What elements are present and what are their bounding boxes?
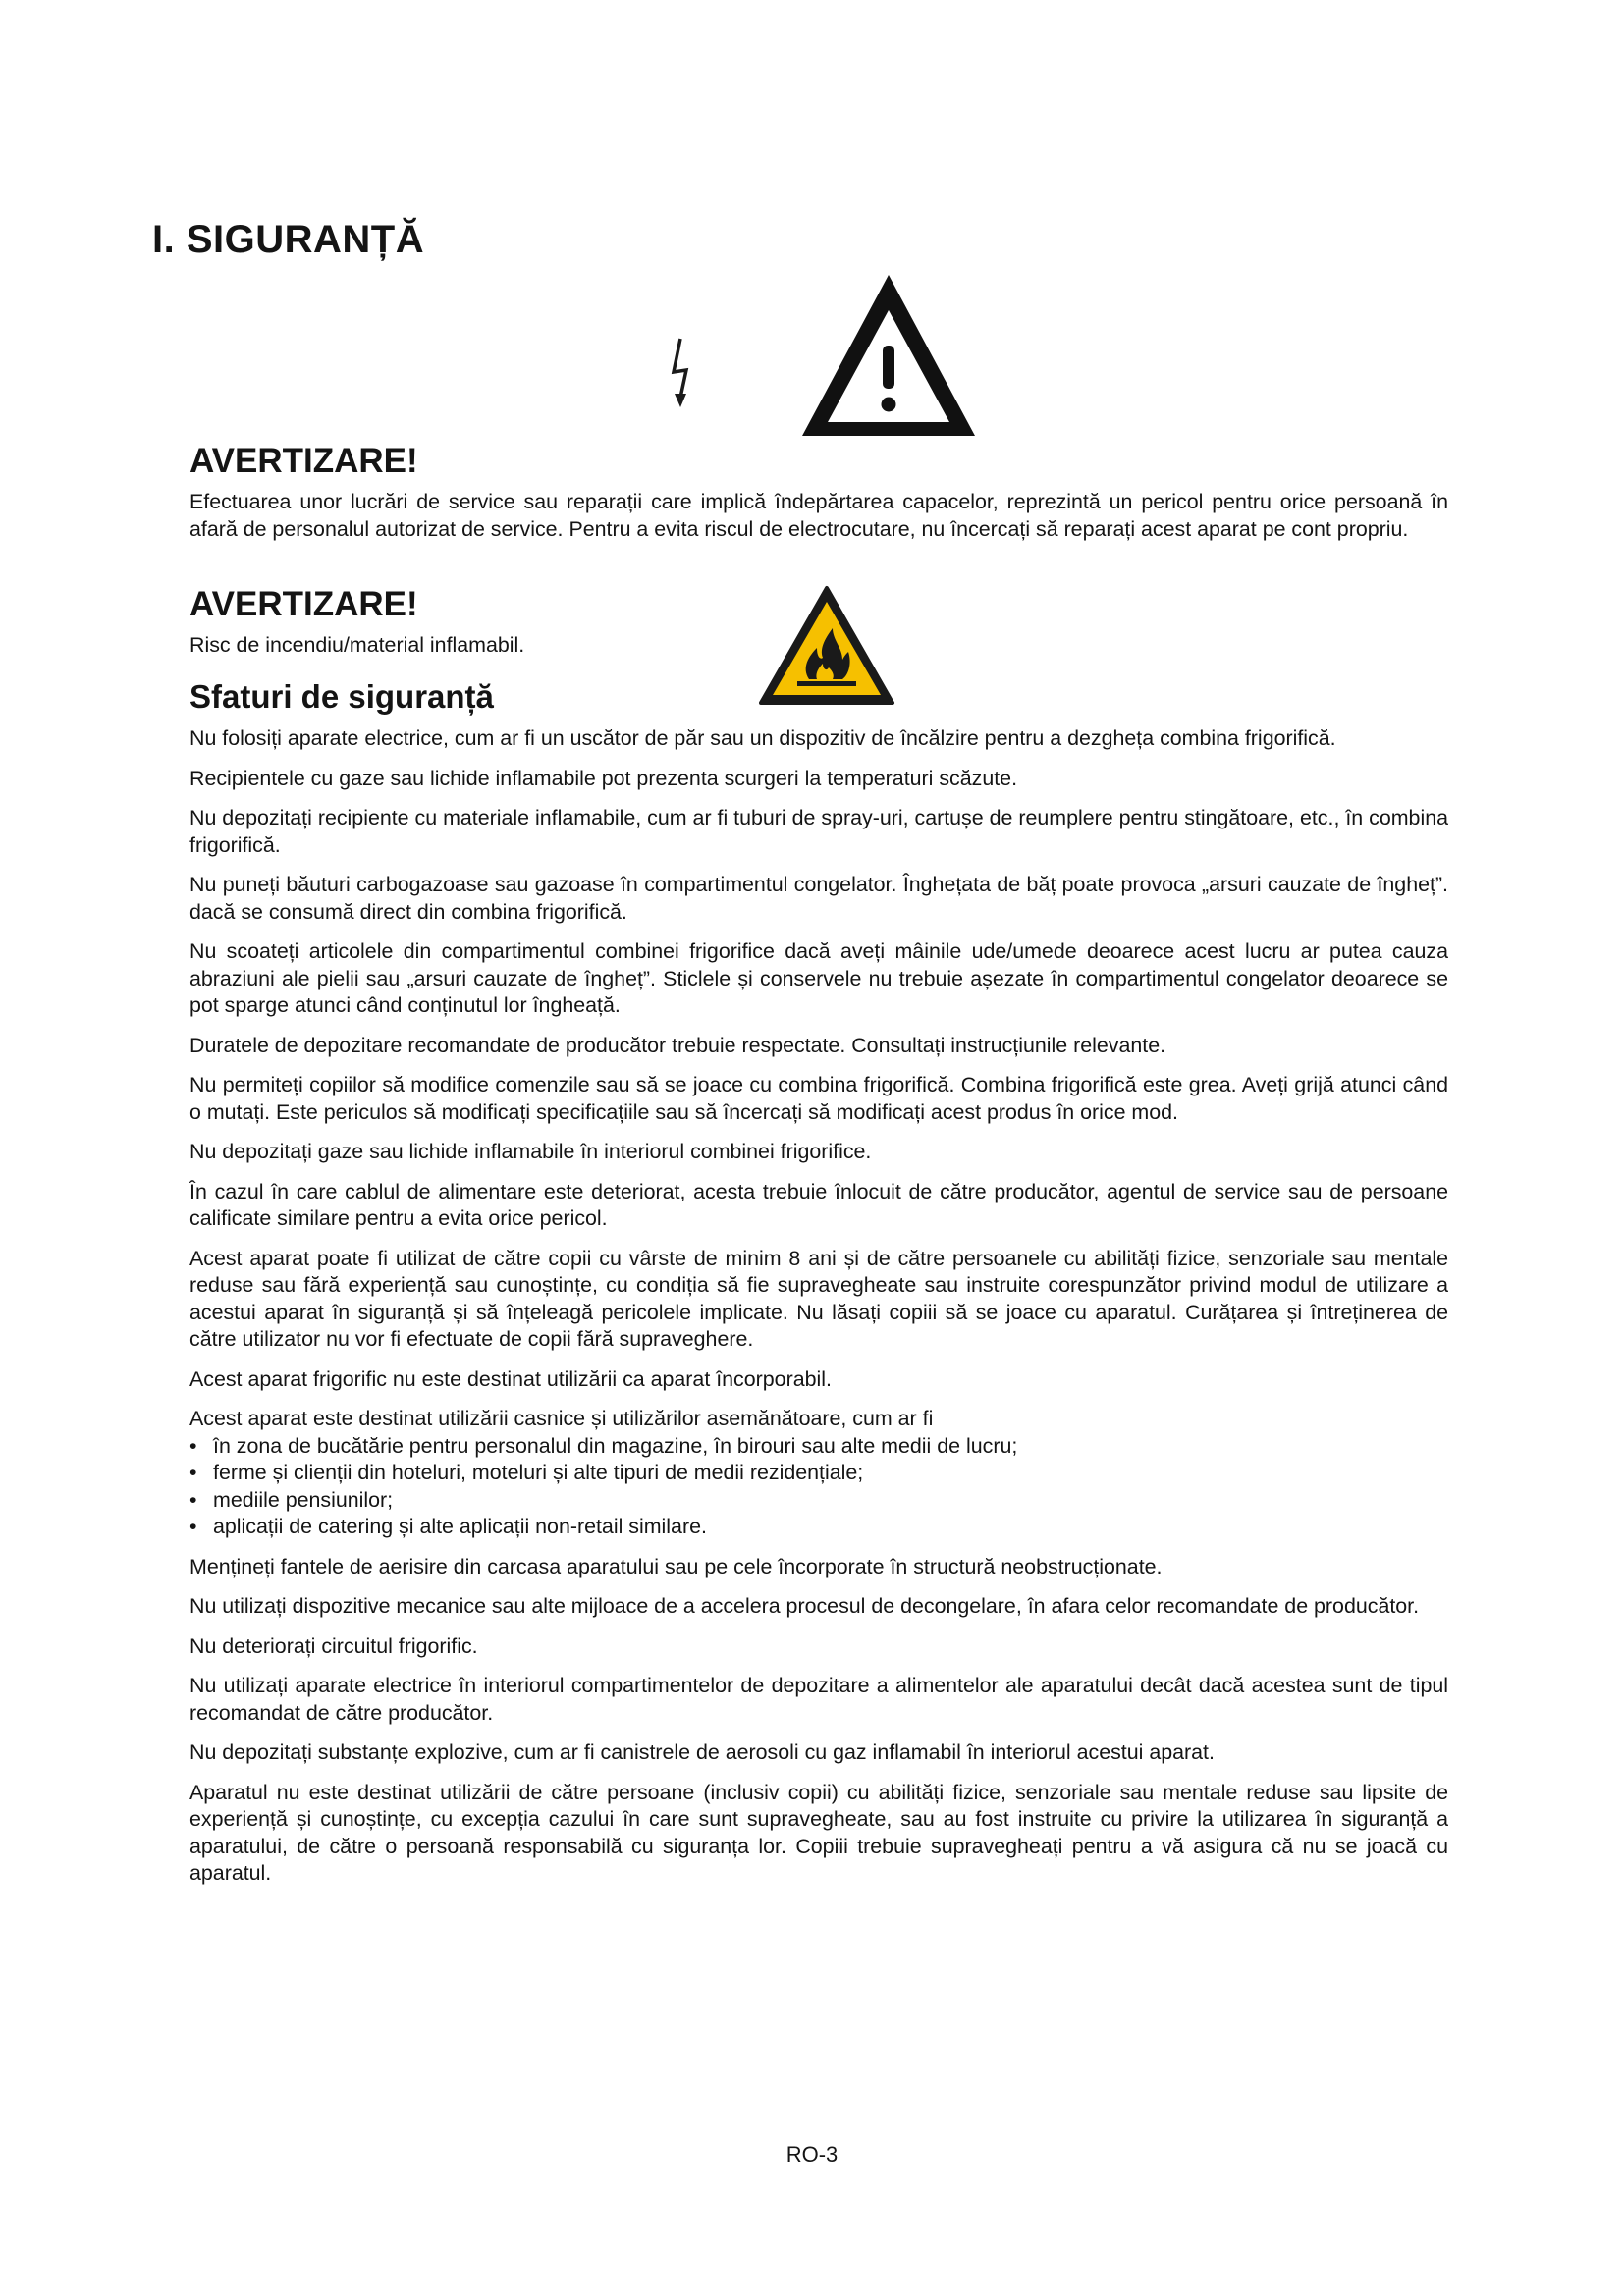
lightning-bolt-icon (665, 337, 698, 413)
advice-paragraph: Nu deteriorați circuitul frigorific. (189, 1633, 478, 1658)
bullet-marker: • (189, 1487, 197, 1512)
advice-paragraph: Nu scoateți articolele din compartimentul combinei frigorifice dacă aveți mâinile ude/umede deoarece acest lucru ar putea cauza abraziuni ale pielii sau „arsuri cauzate de îngheț”. Sticlele și conservele nu trebuie așezate în compartimentul congelator deoarece se pot sparge atunci când conținutul lor îngheață. (189, 939, 1448, 1017)
page-number: RO-3 (785, 2142, 839, 2166)
advice-paragraph: Nu permiteți copiilor să modifice comenzile sau să se joace cu combina frigorifică. Combina frigorifică este grea. Aveți grijă atunci când o mutați. Este periculos să modificați specificațiile sau să încercați să modificați acest produs în orice mod. (189, 1073, 1448, 1124)
warning-text-2: Risc de incendiu/material inflamabil. (189, 633, 525, 657)
list-item: • ferme și clienții din hoteluri, moteluri și alte tipuri de medii rezidențiale; (189, 1460, 1448, 1487)
advice-paragraph: Mențineți fantele de aerisire din carcasa aparatului sau pe cele încorporate în structură neobstrucționate. (189, 1554, 1163, 1578)
flammable-material-icon (758, 585, 895, 707)
advice-paragraph: Acest aparat frigorific nu este destinat utilizării ca aparat încorporabil. (189, 1366, 832, 1391)
advice-paragraph: Acest aparat poate fi utilizat de către copii cu vârste de minim 8 ani și de către persoanele cu abilități fizice, senzoriale sau mentale reduse sau fără experiență sau cunoștințe, cu condiția să fie supravegheate sau instruite corespunzător privind modul de utilizare a acestui aparat în siguranță și să înțeleagă pericolele implicate. Nu lăsați copiii să se joace cu aparatul. Curățarea și întreținerea de către utilizator nu vor fi efectuate de copii fără supraveghere. (189, 1246, 1448, 1351)
advice-paragraph: Aparatul nu este destinat utilizării de către persoane (inclusiv copii) cu abilități fizice, senzoriale sau mentale reduse sau lipsite de experiență și cunoștințe, cu excepția cazului în care sunt supravegheate, sau au fost instruite cu privire la utilizarea în siguranță a aparatului, de către o persoană responsabilă cu siguranța lor. Copiii trebuie supravegheați pentru a vă asigura că nu se joacă cu aparatul. (189, 1780, 1448, 1885)
advice-paragraph: Nu depozitați recipiente cu materiale inflamabile, cum ar fi tuburi de spray-uri, cartușe de reumplere pentru stingătoare, etc., în combina frigorifică. (189, 806, 1448, 857)
list-item: • mediile pensiunilor; (189, 1487, 1448, 1515)
advice-paragraph: Recipientele cu gaze sau lichide inflamabile pot prezenta scurgeri la temperaturi scăzute. (189, 766, 1018, 790)
warning-heading-2: AVERTIZARE! (189, 585, 418, 623)
bullet-marker: • (189, 1433, 197, 1458)
advice-paragraph: Nu depozitați gaze sau lichide inflamabile în interiorul combinei frigorifice. (189, 1140, 872, 1163)
page-title: I. SIGURANȚĂ (152, 218, 425, 261)
advice-paragraph: Duratele de depozitare recomandate de producător trebuie respectate. Consultați instrucțiunile relevante. (189, 1033, 1166, 1057)
advice-paragraph: Nu depozitați substanțe explozive, cum ar fi canistrele de aerosoli cu gaz inflamabil în interiorul acestui aparat. (189, 1740, 1215, 1764)
advice-paragraph: În cazul în care cablul de alimentare este deteriorat, acesta trebuie înlocuit de către producător, agentul de service sau de persoane calificate similare pentru a evita orice pericol. (189, 1179, 1448, 1230)
usage-list (189, 1433, 1448, 1541)
safety-advice-body (189, 725, 1448, 1900)
bullet-marker: • (189, 1461, 197, 1484)
advice-paragraph: Nu utilizați aparate electrice în interiorul compartimentelor de depozitare a alimentelor ale aparatului decât dacă acestea sunt de tipul recomandat de către producător. (189, 1674, 1448, 1725)
safety-advice-heading: Sfaturi de siguranță (189, 678, 494, 715)
warning-heading-1: AVERTIZARE! (189, 442, 418, 480)
warning-triangle-icon (800, 273, 977, 440)
warning-text-1: Efectuarea unor lucrări de service sau reparații care implică îndepărtarea capacelor, reprezintă un pericol pentru orice persoană în afară de personalul autorizat de service. Pentru a evita riscul de electrocutare, nu încercați să reparați acest aparat pe cont propriu. (189, 490, 1448, 541)
advice-paragraph: Nu folosiți aparate electrice, cum ar fi un uscător de păr sau un dispozitiv de încălzire pentru a dezgheța combina frigorifică. (189, 726, 1336, 750)
list-item: • aplicații de catering și alte aplicații non-retail similare. (189, 1514, 1448, 1541)
advice-paragraph: Nu utilizați dispozitive mecanice sau alte mijloace de a accelera procesul de decongelare, în afara celor recomandate de producător. (189, 1594, 1420, 1618)
bullet-marker: • (189, 1515, 197, 1538)
list-item: • în zona de bucătărie pentru personalul din magazine, în birouri sau alte medii de lucru; (189, 1433, 1448, 1461)
advice-paragraph: Nu puneți băuturi carbogazoase sau gazoase în compartimentul congelator. Înghețata de băț poate provoca „arsuri cauzate de îngheț”. dacă se consumă direct din combina frigorifică. (189, 873, 1448, 924)
usage-list-intro: Acest aparat este destinat utilizării casnice și utilizărilor asemănătoare, cum ar fi (189, 1407, 934, 1430)
